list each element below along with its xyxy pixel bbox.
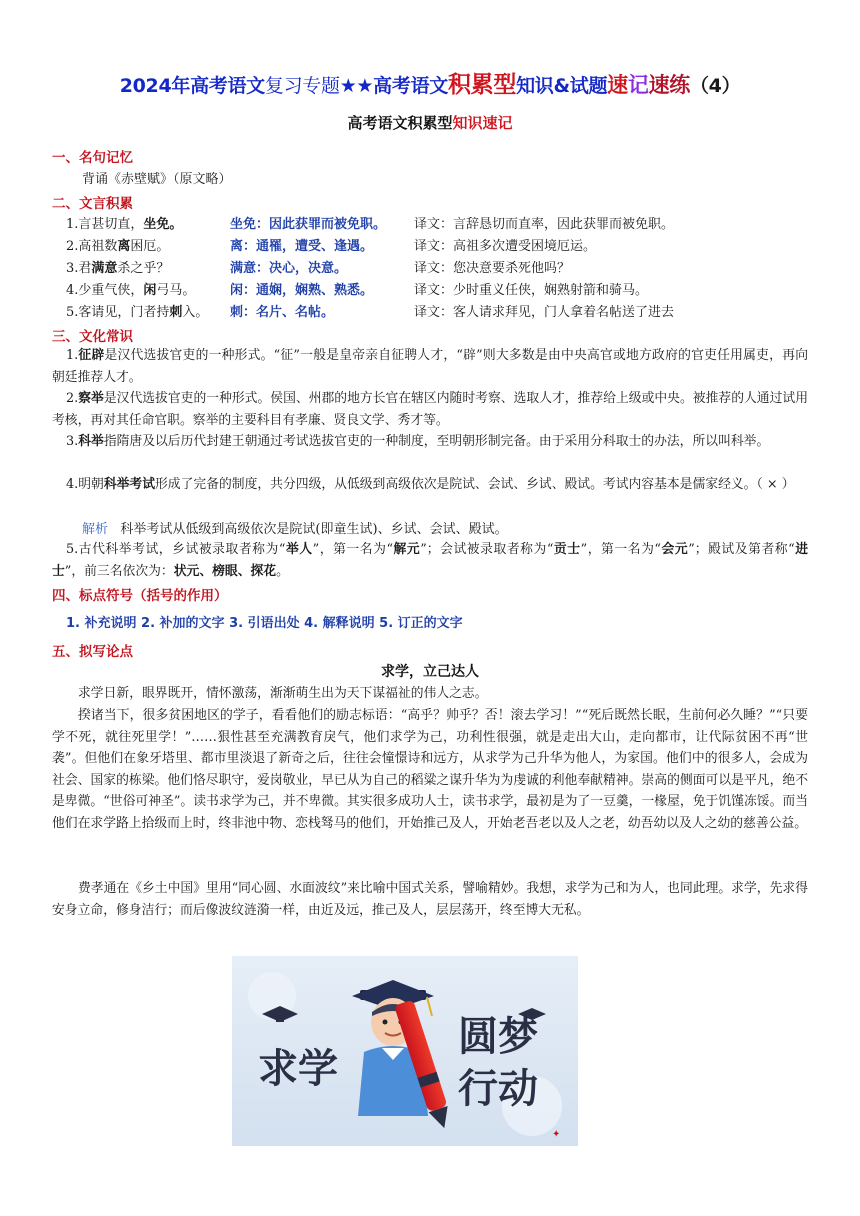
section-heading-3: 三、文化常识 xyxy=(52,329,133,345)
culture-paragraph-2: 2.察举是汉代选拔官吏的一种形式。侯国、州郡的地方长官在辖区内随时考察、选取人才，推荐给上级或中央。被推荐的人通过试用考核，再对其任命官职。察举的主要科目有孝廉、贤良文学、秀才等。 xyxy=(52,391,809,428)
wenyan-sentence: 4.少重气侠，闲弓马。 xyxy=(66,283,196,298)
wenyan-translation: 译文：少时重义任侠，娴熟射箭和骑马。 xyxy=(414,283,649,298)
punctuation-list: 1. 补充说明 2. 补加的文字 3. 引语出处 4. 解释说明 5. 订正的文字 xyxy=(66,616,463,631)
wenyan-note: 满意：决心，决意。 xyxy=(230,261,348,276)
recitation-note: 背诵《赤壁赋》（原文略） xyxy=(82,172,232,187)
culture-paragraph-1: 1.征辟是汉代选拔官吏的一种形式。“征”一般是皇帝亲自征聘人才，“辟”则大多数是由中央高官或地方政府的官吏任用属吏，再向朝廷推荐人才。 xyxy=(52,348,809,385)
wenyan-note: 闲：通娴，娴熟、熟悉。 xyxy=(230,283,374,298)
culture-paragraph-4: 4.明朝科举考试形成了完备的制度，共分四级，从低级到高级依次是院试、会试、乡试、殿试。考试内容基本是儒家经义。（ × ） xyxy=(66,477,795,492)
sparkle-icon: ✦ xyxy=(552,1129,561,1140)
wenyan-translation: 译文：言辞恳切而直率，因此获罪而被免职。 xyxy=(414,217,675,232)
banner-illustration xyxy=(232,956,578,1146)
culture-paragraph-5: 5.古代科举考试，乡试被录取者称为“举人”，第一名为“解元”；会试被录取者称为“贡士”，第一名为“会元”；殿试及第者称“进士”，前三名依次为：状元、榜眼、探花。 xyxy=(52,542,809,579)
wenyan-translation: 译文：高祖多次遭受困境厄运。 xyxy=(414,239,597,254)
study-dream-banner xyxy=(232,956,578,1146)
banner-left-text: 求学 xyxy=(258,1046,338,1092)
analysis-note: 解析 科举考试从低级到高级依次是院试(即童生试)、乡试、会试、殿试。 xyxy=(82,522,508,537)
culture-paragraph-3: 3.科举指隋唐及以后历代封建王朝通过考试选拔官吏的一种制度，至明朝形制完备。由于采用分科取士的办法，所以叫科举。 xyxy=(66,434,770,449)
section-heading-2: 二、文言积累 xyxy=(52,196,133,212)
section-heading-1: 一、名句记忆 xyxy=(52,150,133,166)
wenyan-translation: 译文：客人请求拜见，门人拿着名帖送了进去 xyxy=(414,305,675,320)
banner-right-text-1: 圆梦 xyxy=(458,1014,538,1060)
section-heading-5: 五、拟写论点 xyxy=(52,644,133,660)
section-heading-4: 四、标点符号（括号的作用） xyxy=(52,588,228,604)
document-title: 2024年高考语文复习专题★★高考语文积累型知识&试题速记速练（4） xyxy=(119,72,741,98)
page-subtitle: 高考语文积累型知识速记 xyxy=(347,114,513,132)
wenyan-sentence: 3.君满意杀之乎？ xyxy=(66,261,170,276)
wenyan-note: 坐免：因此获罪而被免职。 xyxy=(230,217,387,232)
essay-paragraph-2: 揆诸当下，很多贫困地区的学子，看看他们的励志标语：“高乎？帅乎？否！滚去学习！”“死后既然长眠，生前何必久睡？”“只要学不死，就往死里学！”……狠性甚至充满教育戾气，他们求学为己，功利性很强，就是走出大山，走向都市，让代际贫困不再“世袭”。但他们在象牙塔里、都市里淡退了新奇之后，往往会憧憬诗和远方，从求学为己升华为他人，为家国。他们中的很多人，会成为社会、国家的栋梁。他们恪尽职守，爱岗敬业，早已从为自己的稻粱之谋升华为为虔诚的利他奉献精神。崇高的侧面可以是平凡，绝不是卑微。“世俗可神圣”。读书求学为己，并不卑微。其实很多成功人士，读书求学，最初是为了一豆羹，一椽屋，免于饥馑冻馁。而当他们在求学路上拾级而上时，终非池中物、恋栈驽马的他们，开始推己及人，开始老吾老以及人之老，幼吾幼以及人之幼的慈善公益。 xyxy=(52,708,808,831)
essay-title: 求学，立己达人 xyxy=(381,664,479,680)
wenyan-sentence: 5.客请见，门者持刺入。 xyxy=(66,305,209,320)
banner-right-text-2: 行动 xyxy=(458,1066,538,1112)
wenyan-translation: 译文：您决意要杀死他吗？ xyxy=(414,261,571,276)
wenyan-note: 刺：名片、名帖。 xyxy=(230,305,335,320)
essay-paragraph-1: 求学日新，眼界既开，情怀激荡，渐渐萌生出为天下谋福祉的伟人之志。 xyxy=(78,686,488,701)
wenyan-note: 离：通罹，遭受、逢遇。 xyxy=(230,239,374,254)
wenyan-sentence: 1.言甚切直，坐免。 xyxy=(66,217,183,232)
essay-paragraph-3: 费孝通在《乡土中国》里用“同心圆、水面波纹”来比喻中国式关系，譬喻精妙。我想，求学为己和为人，也同此理。求学，先求得安身立命，修身洁行；而后像波纹涟漪一样，由近及远，推己及人，层层荡开，终至博大无私。 xyxy=(52,881,808,918)
wenyan-sentence: 2.高祖数离困厄。 xyxy=(66,239,170,254)
